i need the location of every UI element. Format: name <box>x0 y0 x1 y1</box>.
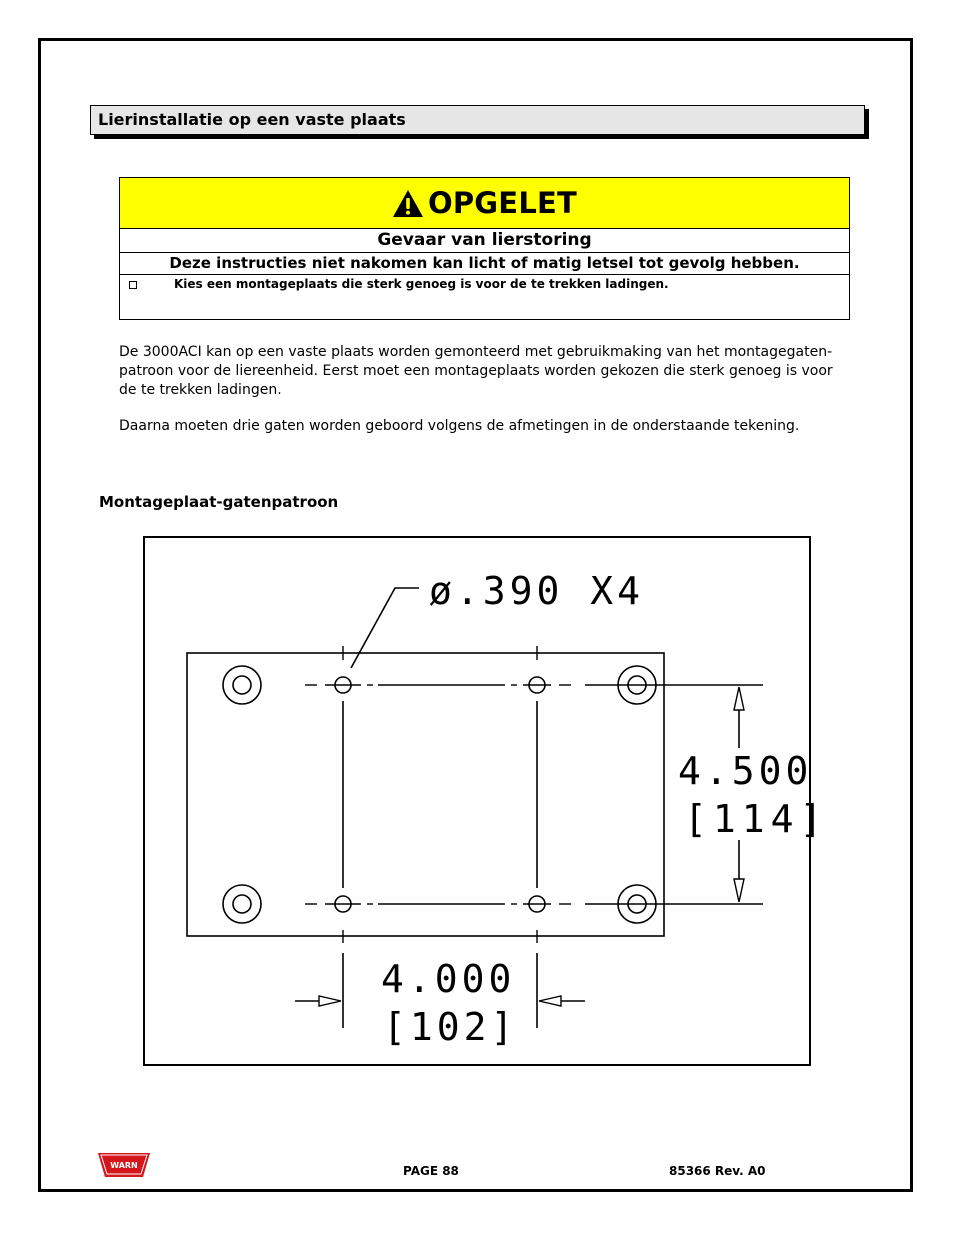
page-number: PAGE 88 <box>403 1164 459 1178</box>
width-mm-text: [102] <box>383 1005 518 1049</box>
pattern-holes <box>335 677 545 912</box>
section-title: Lierinstallatie op een vaste plaats <box>90 105 865 135</box>
warning-description: Deze instructies niet nakomen kan licht of matig letsel tot gevolg hebben. <box>120 253 849 275</box>
hole-pattern-drawing <box>143 536 829 1066</box>
height-mm-text: [114] <box>684 797 829 841</box>
hole-pattern-svg <box>145 538 829 1068</box>
warn-logo-text: WARN <box>110 1161 138 1170</box>
warning-bullet-text: Kies een montageplaats die sterk genoeg is voor de te trekken ladingen. <box>174 277 669 291</box>
width-inch-text: 4.000 <box>381 957 516 1001</box>
callout-leader <box>351 588 419 668</box>
warn-logo <box>98 1152 150 1182</box>
warn-logo-icon <box>98 1152 150 1178</box>
drawing-heading: Montageplaat-gatenpatroon <box>99 493 339 511</box>
drill-paragraph: Daarna moeten drie gaten worden geboord volgens de afmetingen in de onderstaande tekening. <box>119 418 800 434</box>
height-inch-text: 4.500 <box>678 749 813 793</box>
warning-triangle-icon <box>392 189 424 218</box>
warning-title: OPGELET <box>428 186 577 220</box>
document-revision: 85366 Rev. A0 <box>669 1164 766 1178</box>
warning-bullet <box>120 275 849 320</box>
hole-callout-text: ø.390 X4 <box>429 569 645 613</box>
warning-header <box>120 178 849 229</box>
checkbox-bullet-icon <box>129 281 137 289</box>
corner-bolts <box>223 666 656 923</box>
intro-paragraph: De 3000ACI kan op een vaste plaats worden gemonteerd met gebruikmaking van het montagegaten-patroon voor de liereenheid. Eerst moet een montageplaats worden gekozen die sterk genoeg is voor de te trekken ladingen. <box>119 344 833 398</box>
warning-box <box>119 177 850 320</box>
warning-subtitle: Gevaar van lierstoring <box>120 229 849 253</box>
